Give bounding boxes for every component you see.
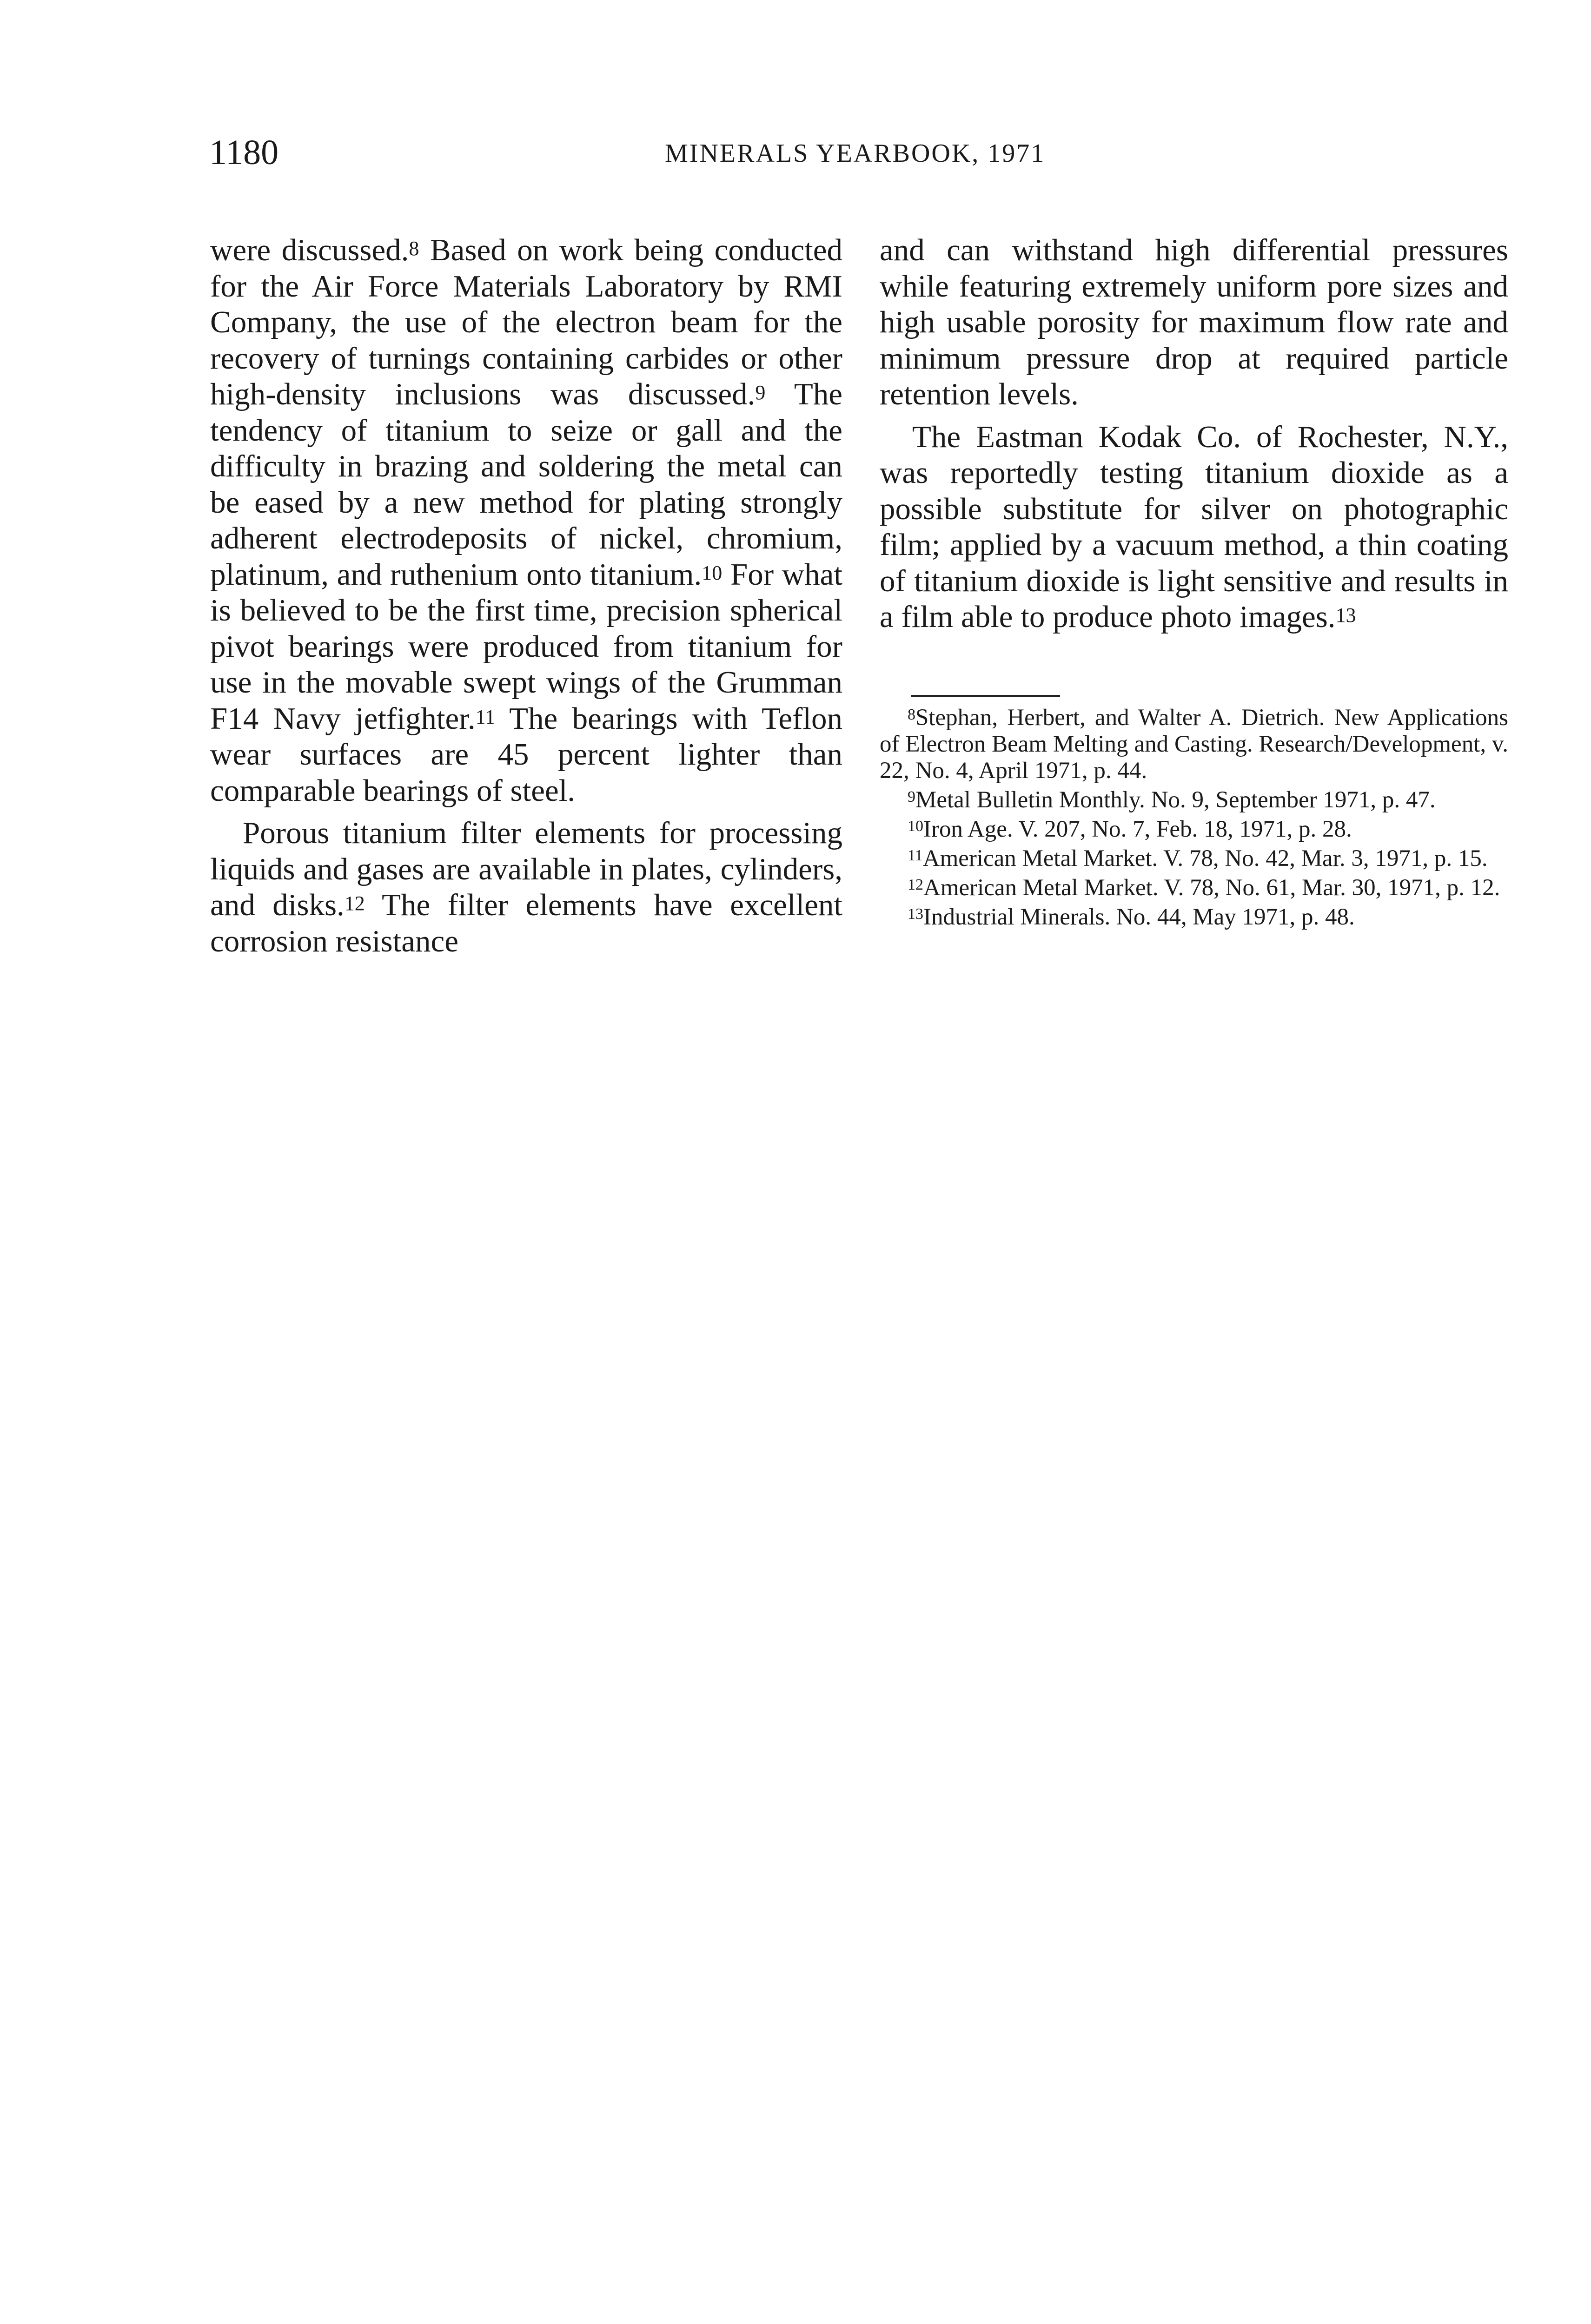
right-column [880, 232, 1508, 635]
body-paragraph [210, 232, 842, 809]
footnote-ref: 8 [409, 237, 419, 260]
footnote [880, 787, 1508, 813]
paragraph-text: The filter elements have excellent corrosion resistance [210, 888, 842, 958]
footnote [880, 705, 1508, 784]
footnote-ref: 13 [1335, 604, 1356, 627]
footnotes [880, 705, 1508, 933]
footnote-number: 9 [908, 788, 915, 806]
page-number: 1180 [209, 133, 279, 172]
paragraph-text: Porous titanium filter elements for processing liquids and gases are available in plates, cylinders, and disks. [210, 816, 842, 922]
paragraph-text: The bearings with Teflon wear surfaces are 45 percent lighter than comparable bearings of steel. [210, 701, 842, 808]
footnote-text: Stephan, Herbert, and Walter A. Dietrich. New Applications of Electron Beam Melting and Casting. Research/Development, v. 22, No. 4, April 1971, p. 44. [880, 705, 1508, 784]
footnote [880, 816, 1508, 843]
paragraph-text: For what is believed to be the first time, precision spherical pivot bearings were produced from titanium for use in the movable swept wings of the Grumman F14 Navy jetfighter. [210, 557, 842, 736]
footnote [880, 904, 1508, 931]
footnote-number: 13 [908, 905, 923, 923]
footnote-ref: 11 [475, 705, 495, 728]
body-paragraph [880, 232, 1508, 413]
paragraph-text: The tendency of titanium to seize or gall and the difficulty in brazing and soldering the metal can be eased by a new method for plating strongly adherent electrodeposits of nickel, chromium, platinum, and ruthenium onto titanium. [210, 377, 842, 592]
left-column [210, 232, 842, 959]
body-paragraph [880, 419, 1508, 635]
paragraph-text: The Eastman Kodak Co. of Rochester, N.Y., was reportedly testing titanium dioxide as a possible substitute for silver on photographic film; applied by a vacuum method, a thin coating of titanium dioxide is light sensitive and results in a film able to produce photo images. [880, 419, 1508, 634]
running-title: MINERALS YEARBOOK, 1971 [665, 139, 1046, 168]
footnote-divider [911, 695, 1060, 697]
footnote-text: Metal Bulletin Monthly. No. 9, September 1971, p. 47. [915, 787, 1436, 813]
paragraph-text: and can withstand high differential pressures while featuring extremely uniform pore sizes and high usable porosity for maximum flow rate and minimum pressure drop at required particle retention levels. [880, 233, 1508, 411]
footnote-ref: 9 [755, 381, 766, 404]
footnote-text: American Metal Market. V. 78, No. 42, Mar. 3, 1971, p. 15. [922, 845, 1488, 872]
footnote-text: American Metal Market. V. 78, No. 61, Mar. 30, 1971, p. 12. [923, 875, 1500, 901]
paragraph-text: were discussed. [210, 233, 409, 267]
footnote-text: Industrial Minerals. No. 44, May 1971, p. 48. [923, 904, 1355, 930]
body-paragraph [210, 815, 842, 959]
footnote-ref: 10 [702, 561, 723, 584]
footnote-number: 10 [908, 818, 923, 835]
footnote [880, 875, 1508, 901]
footnote-ref: 12 [344, 892, 365, 915]
footnote-text: Iron Age. V. 207, No. 7, Feb. 18, 1971, p. 28. [923, 816, 1352, 842]
footnote [880, 845, 1508, 872]
paragraph-text: Based on work being conducted for the Air Force Materials Laboratory by RMI Company, the use of the electron beam for the recovery of turnings containing carbides or other high-density inclusions was discussed. [210, 233, 842, 411]
footnote-number: 8 [908, 706, 915, 724]
footnote-number: 11 [908, 847, 923, 865]
footnote-number: 12 [908, 876, 923, 894]
